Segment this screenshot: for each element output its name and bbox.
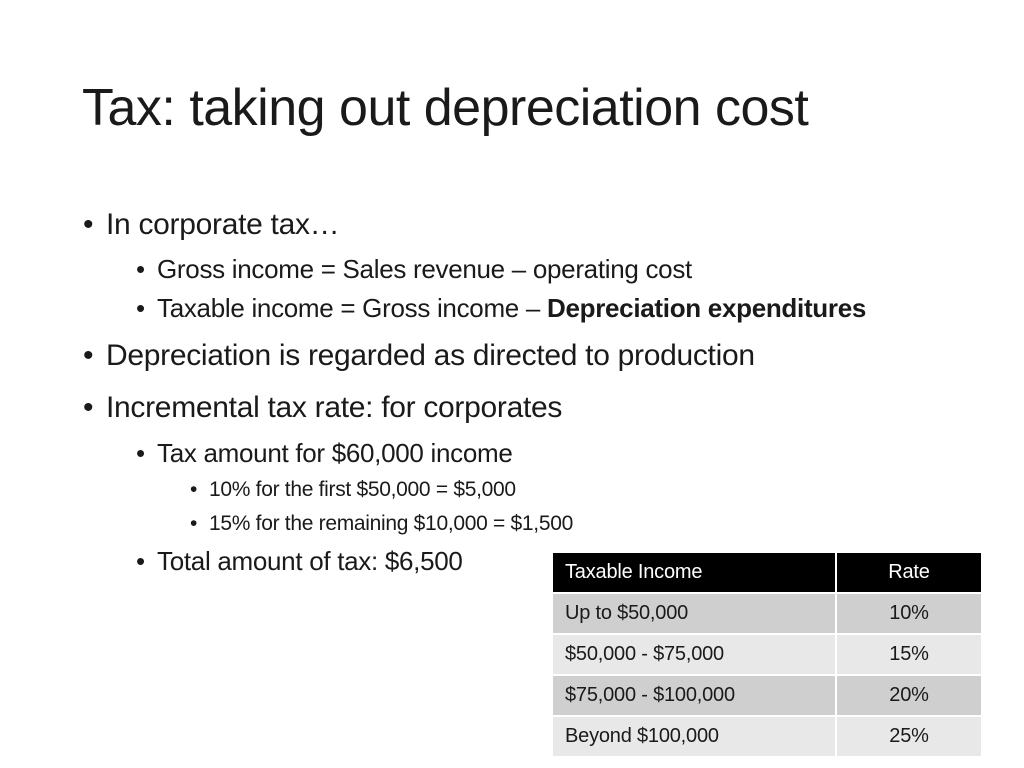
table-header-row bbox=[552, 552, 982, 593]
header-rate: Rate bbox=[836, 552, 982, 593]
table-row bbox=[552, 675, 982, 716]
bullet-text: In corporate tax… bbox=[106, 208, 340, 241]
bullet-icon: • bbox=[83, 339, 94, 372]
bullet-total-tax bbox=[136, 546, 463, 577]
bullet-icon: • bbox=[190, 478, 198, 501]
bullet-gross-income bbox=[136, 254, 692, 285]
cell-income: $75,000 - $100,000 bbox=[552, 675, 836, 716]
table-row bbox=[552, 593, 982, 634]
bullet-first-bracket bbox=[190, 478, 516, 502]
bullet-icon: • bbox=[190, 512, 198, 535]
cell-rate: 15% bbox=[836, 634, 982, 675]
bullet-icon: • bbox=[136, 438, 145, 468]
bullet-text: Total amount of tax: $6,500 bbox=[157, 546, 463, 576]
tax-rate-table bbox=[551, 551, 983, 758]
bullet-incremental-rate bbox=[83, 391, 563, 425]
slide-title: Tax: taking out depreciation cost bbox=[82, 79, 809, 137]
bullet-text: Gross income = Sales revenue – operating cost bbox=[157, 254, 692, 284]
bullet-icon: • bbox=[83, 208, 94, 241]
cell-income: Beyond $100,000 bbox=[552, 716, 836, 757]
bullet-tax-amount bbox=[136, 438, 513, 469]
table-row bbox=[552, 634, 982, 675]
header-taxable-income: Taxable Income bbox=[552, 552, 836, 593]
bullet-text: Incremental tax rate: for corporates bbox=[106, 391, 563, 424]
bullet-second-bracket bbox=[190, 512, 573, 536]
cell-rate: 10% bbox=[836, 593, 982, 634]
bullet-text: 15% for the remaining $10,000 = $1,500 bbox=[209, 512, 573, 535]
bullet-text: 10% for the first $50,000 = $5,000 bbox=[209, 478, 516, 501]
cell-rate: 25% bbox=[836, 716, 982, 757]
bullet-text: Depreciation is regarded as directed to production bbox=[106, 339, 755, 372]
bullet-corporate-tax bbox=[83, 208, 340, 242]
table-row bbox=[552, 716, 982, 757]
bullet-depreciation bbox=[83, 339, 755, 373]
bullet-taxable-income bbox=[136, 293, 867, 324]
bullet-icon: • bbox=[136, 546, 145, 576]
cell-income: Up to $50,000 bbox=[552, 593, 836, 634]
bullet-text: Tax amount for $60,000 income bbox=[157, 438, 513, 468]
bullet-icon: • bbox=[83, 391, 94, 424]
cell-rate: 20% bbox=[836, 675, 982, 716]
bullet-icon: • bbox=[136, 254, 145, 284]
bullet-text: Taxable income = Gross income – bbox=[157, 293, 547, 323]
bullet-text-bold: Depreciation expenditures bbox=[546, 293, 867, 323]
cell-income: $50,000 - $75,000 bbox=[552, 634, 836, 675]
bullet-icon: • bbox=[136, 293, 145, 323]
